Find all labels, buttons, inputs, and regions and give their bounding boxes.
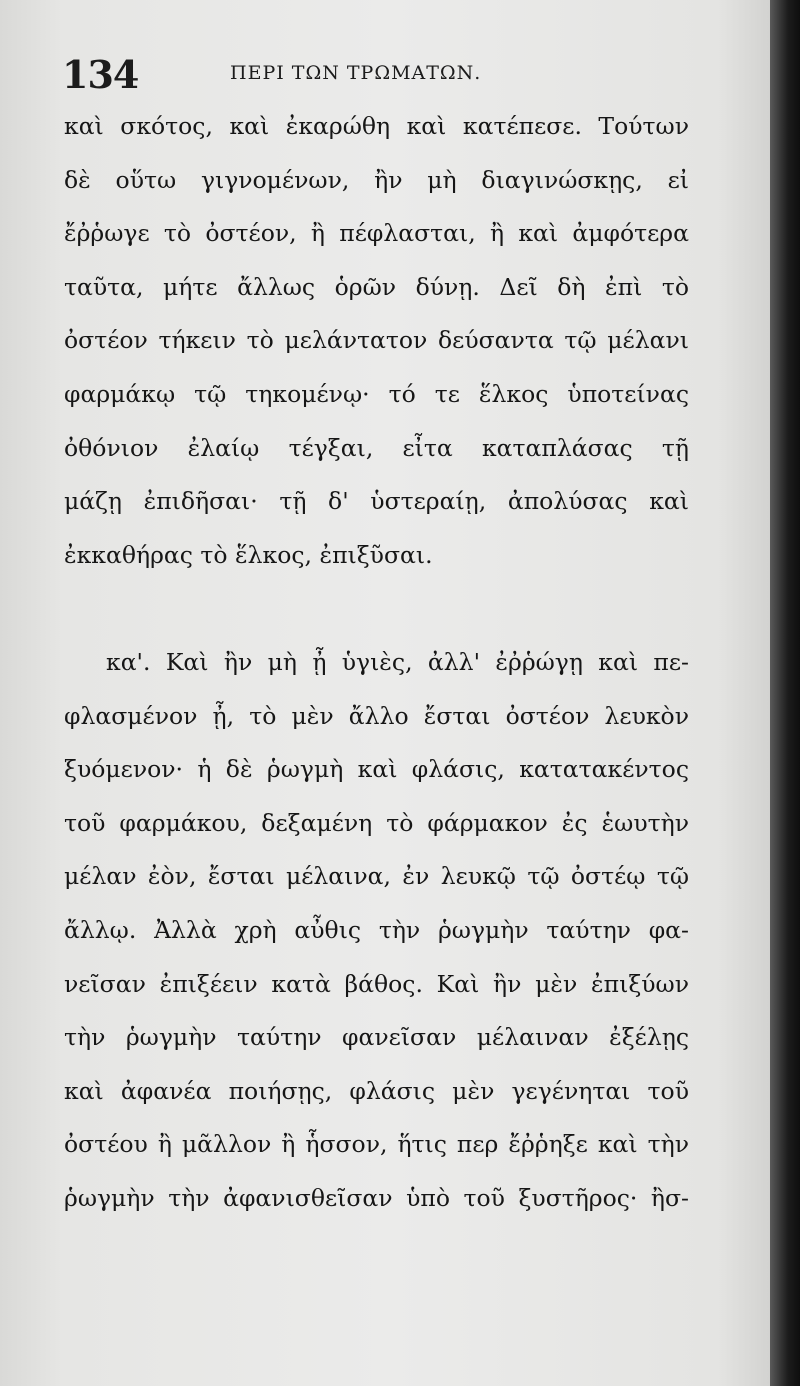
text-line: ξυόμενον· ἡ δὲ ῥωγμὴ καὶ φλάσις, κατατακέντος — [64, 755, 689, 784]
text-line: νεῖσαν ἐπιξέειν κατὰ βάθος. Καὶ ἢν μὲν ἐπιξύων — [64, 969, 689, 998]
paragraph-2 — [64, 636, 689, 1226]
text-line: δὲ οὕτω γιγνομένων, ἢν μὴ διαγινώσκῃς, εἰ — [64, 165, 689, 194]
text-line: ὀστέον τήκειν τὸ μελάντατον δεύσαντα τῷ μέλανι — [64, 326, 689, 355]
page-header — [62, 52, 702, 102]
running-head: ΠΕΡΙ ΤΩΝ ΤΡΩΜΑΤΩΝ. — [230, 62, 482, 84]
text-line: ἐκκαθήρας τὸ ἕλκος, ἐπιξῦσαι. — [64, 540, 433, 569]
page-edge-shadow — [770, 0, 800, 1386]
text-line: ὀστέου ἢ μᾶλλον ἢ ἧσσον, ἥτις περ ἔῤῥηξε καὶ τὴν — [64, 1130, 689, 1159]
text-line: τοῦ φαρμάκου, δεξαμένη τὸ φάρμακον ἐς ἑωυτὴν — [64, 808, 689, 837]
page-number: 134 — [62, 52, 139, 97]
paragraph-gap — [64, 582, 689, 636]
text-line: ἄλλῳ. Ἀλλὰ χρὴ αὖθις τὴν ῥωγμὴν ταύτην φα- — [64, 915, 689, 944]
text-line: ὀθόνιον ἐλαίῳ τέγξαι, εἶτα καταπλάσας τῇ — [64, 433, 689, 462]
body-text — [64, 100, 689, 1225]
text-line: ἔῤῥωγε τὸ ὀστέον, ἢ πέφλασται, ἢ καὶ ἀμφότερα — [64, 219, 689, 248]
text-line: ῥωγμὴν τὴν ἀφανισθεῖσαν ὑπὸ τοῦ ξυστῆρος· ἢσ- — [64, 1183, 689, 1212]
text-line: φλασμένον ᾖ, τὸ μὲν ἄλλο ἔσται ὀστέον λευκὸν — [64, 701, 689, 730]
text-line: καὶ ἀφανέα ποιήσῃς, φλάσις μὲν γεγένηται τοῦ — [64, 1076, 689, 1105]
text-line: ταῦτα, μήτε ἄλλως ὁρῶν δύνῃ. Δεῖ δὴ ἐπὶ τὸ — [64, 272, 689, 301]
paragraph-1 — [64, 100, 689, 582]
text-line: μάζῃ ἐπιδῆσαι· τῇ δ' ὑστεραίῃ, ἀπολύσας καὶ — [64, 487, 689, 516]
text-line: τὴν ῥωγμὴν ταύτην φανεῖσαν μέλαιναν ἐξέλῃς — [64, 1023, 689, 1052]
text-line: φαρμάκῳ τῷ τηκομένῳ· τό τε ἕλκος ὑποτείνας — [64, 379, 689, 408]
section-start-line: κα'. Καὶ ἢν μὴ ᾖ ὑγιὲς, ἀλλ' ἐῤῥώγῃ καὶ πε- — [106, 647, 689, 676]
text-line: καὶ σκότος, καὶ ἐκαρώθη καὶ κατέπεσε. Τούτων — [64, 112, 689, 140]
text-line: μέλαν ἐὸν, ἔσται μέλαινα, ἐν λευκῷ τῷ ὀστέῳ τῷ — [64, 862, 689, 891]
